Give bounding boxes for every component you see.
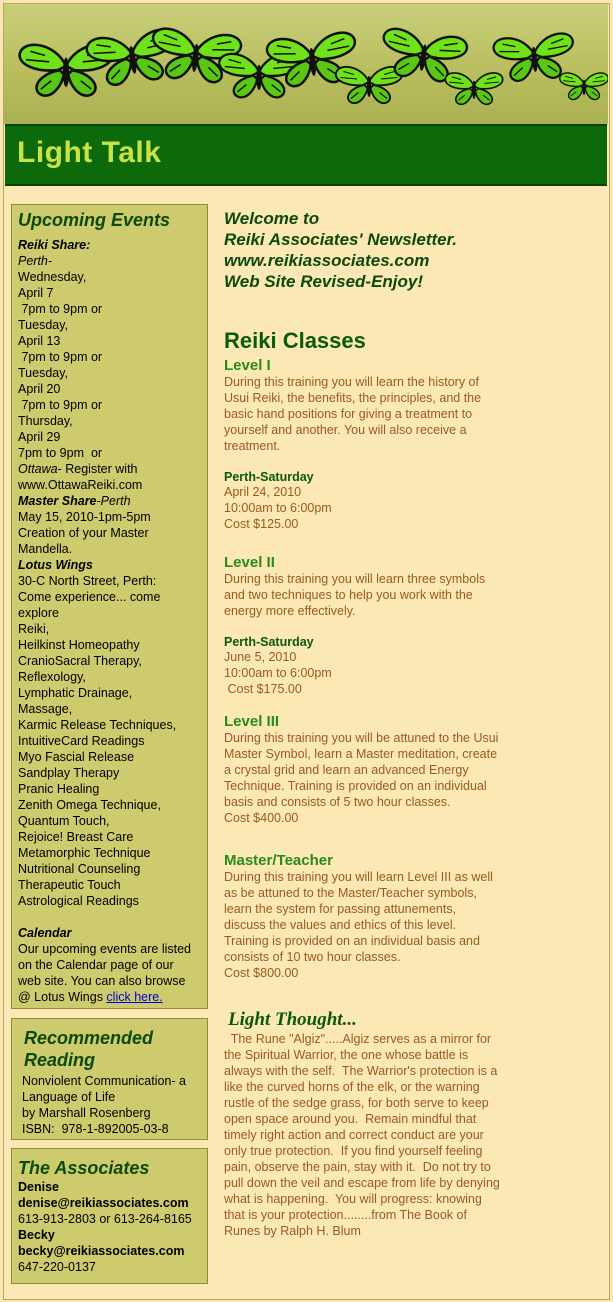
description-line: discuss the values and ethics of this level.: [224, 918, 457, 932]
reading-details: [18, 1073, 201, 1137]
description-line: energy more effectively.: [224, 604, 356, 618]
light-thought-section: [224, 1009, 596, 1239]
spacer: [224, 292, 596, 328]
schedule-line: 10:00am to 6:00pm: [224, 501, 332, 515]
schedule-line: Cost $175.00: [224, 682, 302, 696]
description-line: Cost $800.00: [224, 966, 299, 980]
description-line: basic hand positions for giving a treatment to: [224, 407, 473, 421]
light-thought-text: [224, 1031, 596, 1239]
event-date-line: April 20: [18, 382, 61, 396]
thought-line: open space around you. Remain mindful that: [224, 1112, 477, 1126]
event-date-line: 7pm to 9pm or: [18, 446, 103, 460]
service-item: Therapeutic Touch: [18, 878, 121, 892]
calendar-line: web site. You can also browse: [18, 974, 186, 988]
description-line: Technique. Training is provided on an individual: [224, 779, 487, 793]
schedule-line: 10:00am to 6:00pm: [224, 666, 332, 680]
calendar-line: Our upcoming events are listed: [18, 942, 192, 956]
calendar-tail: @ Lotus Wings: [18, 990, 107, 1004]
schedule-line: Cost $125.00: [224, 517, 299, 531]
lotus-wings-line: Come experience... come: [18, 590, 161, 604]
reading-line: ISBN: 978-1-892005-03-8: [22, 1122, 169, 1136]
level-2-section: [224, 554, 596, 697]
event-date-line: Tuesday,: [18, 366, 69, 380]
description-line: Master Symbol, learn a Master meditation, create: [224, 747, 498, 761]
thought-line: like the curved horns of the elk, or the warning: [224, 1080, 480, 1094]
associate-name: Becky: [18, 1228, 55, 1242]
service-item: Reflexology,: [18, 670, 86, 684]
associate-name: Denise: [18, 1180, 59, 1194]
schedule-line: June 5, 2010: [224, 650, 297, 664]
reiki-share-dates: [18, 269, 201, 461]
upcoming-events-box: [11, 204, 208, 1009]
service-item: IntuitiveCard Readings: [18, 734, 145, 748]
master-share-line: Mandella.: [18, 542, 73, 556]
reiki-share-label: Reiki Share:: [18, 238, 91, 252]
event-date-line: 7pm to 9pm or: [18, 350, 103, 364]
click-here-link[interactable]: click here.: [106, 990, 163, 1004]
event-date-line: Tuesday,: [18, 318, 69, 332]
services-list: [18, 621, 201, 909]
reading-line: Nonviolent Communication- a: [22, 1074, 186, 1088]
ottawa-text: - Register with: [57, 462, 138, 476]
description-line: consists of 10 two hour classes.: [224, 950, 401, 964]
schedule-line: April 24, 2010: [224, 485, 302, 499]
level-3-title: Level III: [224, 713, 280, 730]
welcome-block: [224, 208, 596, 292]
thought-line: timely right action and correct conduct are your: [224, 1128, 484, 1142]
light-thought-title: Light Thought...: [228, 1009, 357, 1030]
event-date-line: April 29: [18, 430, 61, 444]
event-date-line: Thursday,: [18, 414, 73, 428]
recommended-reading-box: [11, 1018, 208, 1140]
calendar-label: Calendar: [18, 926, 72, 940]
welcome-line: Reiki Associates' Newsletter.: [224, 230, 458, 249]
calendar-tail-line: [18, 989, 201, 1005]
level-2-schedule-heading: Perth-Saturday: [224, 635, 314, 649]
associates-list: [18, 1179, 201, 1275]
description-line: as be attuned to the Master/Teacher symbols,: [224, 886, 477, 900]
level-2-schedule: [224, 649, 596, 697]
description-line: Usui Reiki, the benefits, the principles, and the: [224, 391, 482, 405]
thought-line: The Rune "Algiz".....Algiz serves as a mirror for: [224, 1032, 492, 1046]
service-item: Metamorphic Technique: [18, 846, 151, 860]
event-date-line: 7pm to 9pm or: [18, 398, 103, 412]
description-line: During this training you will learn Level III as well: [224, 870, 493, 884]
spacer: [18, 909, 201, 925]
level-1-schedule-heading: Perth-Saturday: [224, 470, 314, 484]
level-3-description: [224, 730, 596, 826]
level-2-title: Level II: [224, 554, 275, 571]
reading-heading-line1: Recommended: [24, 1028, 154, 1048]
lotus-wings-details: [18, 573, 201, 621]
description-line: basis and consists of 5 two hour classes.: [224, 795, 451, 809]
perth-label: Perth-: [18, 254, 53, 268]
service-item: Reiki,: [18, 622, 50, 636]
thought-line: always with the self. The Warrior's protection is a: [224, 1064, 498, 1078]
ottawa-line: [18, 461, 201, 477]
level-1-section: [224, 357, 596, 532]
event-date-line: Wednesday,: [18, 270, 87, 284]
master-share-location: -Perth: [96, 494, 131, 508]
reading-heading-line2: Reading: [24, 1050, 96, 1070]
level-1-title: Level I: [224, 357, 271, 374]
butterfly-banner: [4, 4, 608, 124]
thought-line: only true protection. If you find yourself feeling: [224, 1144, 483, 1158]
service-item: Quantum Touch,: [18, 814, 110, 828]
welcome-line: Welcome to: [224, 209, 320, 228]
master-teacher-description: [224, 869, 596, 981]
service-item: Pranic Healing: [18, 782, 100, 796]
description-line: a crystal grid and learn an advanced Energy: [224, 763, 469, 777]
lotus-wings-line: 30-C North Street, Perth:: [18, 574, 157, 588]
description-line: During this training you will learn the history of: [224, 375, 479, 389]
reiki-classes-heading: Reiki Classes: [224, 328, 366, 353]
service-item: CranioSacral Therapy,: [18, 654, 142, 668]
service-item: Myo Fascial Release: [18, 750, 135, 764]
thought-line: rustle of the sedge grass, for both serve to keep: [224, 1096, 489, 1110]
service-item: Sandplay Therapy: [18, 766, 120, 780]
master-share-line: May 15, 2010-1pm-5pm: [18, 510, 151, 524]
welcome-line: www.reikiassociates.com: [224, 251, 430, 270]
level-1-description: [224, 374, 596, 454]
level-1-schedule: [224, 484, 596, 532]
service-item: Nutritional Counseling: [18, 862, 141, 876]
welcome-line: Web Site Revised-Enjoy!: [224, 272, 424, 291]
level-2-description: [224, 571, 596, 619]
associate-phone: 613-913-2803 or 613-264-8165: [18, 1212, 192, 1226]
thought-line: pain, observe the pain, stay with it. Do not try to: [224, 1160, 491, 1174]
associate-email: denise@reikiassociates.com: [18, 1196, 189, 1210]
service-item: Heilkinst Homeopathy: [18, 638, 140, 652]
description-line: Cost $400.00: [224, 811, 299, 825]
associate-email: becky@reikiassociates.com: [18, 1244, 185, 1258]
description-line: Training is provided on an individual basis and: [224, 934, 480, 948]
service-item: Rejoice! Breast Care: [18, 830, 134, 844]
master-teacher-section: [224, 852, 596, 981]
thought-line: pull down the veil and escape from life by denying: [224, 1176, 500, 1190]
master-share-line: Creation of your Master: [18, 526, 149, 540]
newsletter-title: Light Talk: [17, 136, 162, 169]
associate-phone: 647-220-0137: [18, 1260, 96, 1274]
thought-line: what is happening. You will progress: knowing: [224, 1192, 482, 1206]
title-bar: [5, 124, 607, 186]
master-teacher-title: Master/Teacher: [224, 852, 333, 869]
associates-box: [11, 1148, 208, 1284]
upcoming-events-heading: Upcoming Events: [18, 210, 171, 230]
level-3-section: [224, 713, 596, 826]
main-content: [224, 208, 596, 1239]
master-share-label: Master Share: [18, 494, 97, 508]
service-item: Astrological Readings: [18, 894, 139, 908]
master-share-details: [18, 509, 201, 557]
master-share-line: [18, 493, 201, 509]
description-line: During this training you will be attuned to the Usui: [224, 731, 499, 745]
associates-heading: The Associates: [18, 1158, 150, 1178]
description-line: learn the system for passing attunements,: [224, 902, 457, 916]
ottawa-url: www.OttawaReiki.com: [18, 478, 143, 492]
calendar-text: [18, 941, 201, 989]
service-item: Lymphatic Drainage,: [18, 686, 133, 700]
lotus-wings-label: Lotus Wings: [18, 558, 93, 572]
service-item: Zenith Omega Technique,: [18, 798, 161, 812]
thought-line: that is your protection........from The Book of: [224, 1208, 467, 1222]
ottawa-label: Ottawa: [18, 462, 58, 476]
description-line: yourself and another. You will also receive a: [224, 423, 467, 437]
description-line: treatment.: [224, 439, 281, 453]
lotus-wings-line: explore: [18, 606, 59, 620]
thought-line: the Spiritual Warrior, the one whose battle is: [224, 1048, 469, 1062]
calendar-line: on the Calendar page of our: [18, 958, 174, 972]
reading-line: by Marshall Rosenberg: [22, 1106, 151, 1120]
event-date-line: April 7: [18, 286, 54, 300]
thought-line: Runes by Ralph H. Blum: [224, 1224, 361, 1238]
spacer: [224, 454, 596, 470]
spacer: [224, 619, 596, 635]
description-line: and two techniques to help you work with the: [224, 588, 473, 602]
butterflies-illustration: [4, 4, 608, 124]
event-date-line: April 13: [18, 334, 61, 348]
event-date-line: 7pm to 9pm or: [18, 302, 103, 316]
recommended-reading-heading: [24, 1027, 201, 1071]
reading-line: Language of Life: [22, 1090, 116, 1104]
description-line: During this training you will learn three symbols: [224, 572, 486, 586]
service-item: Karmic Release Techniques,: [18, 718, 177, 732]
service-item: Massage,: [18, 702, 73, 716]
